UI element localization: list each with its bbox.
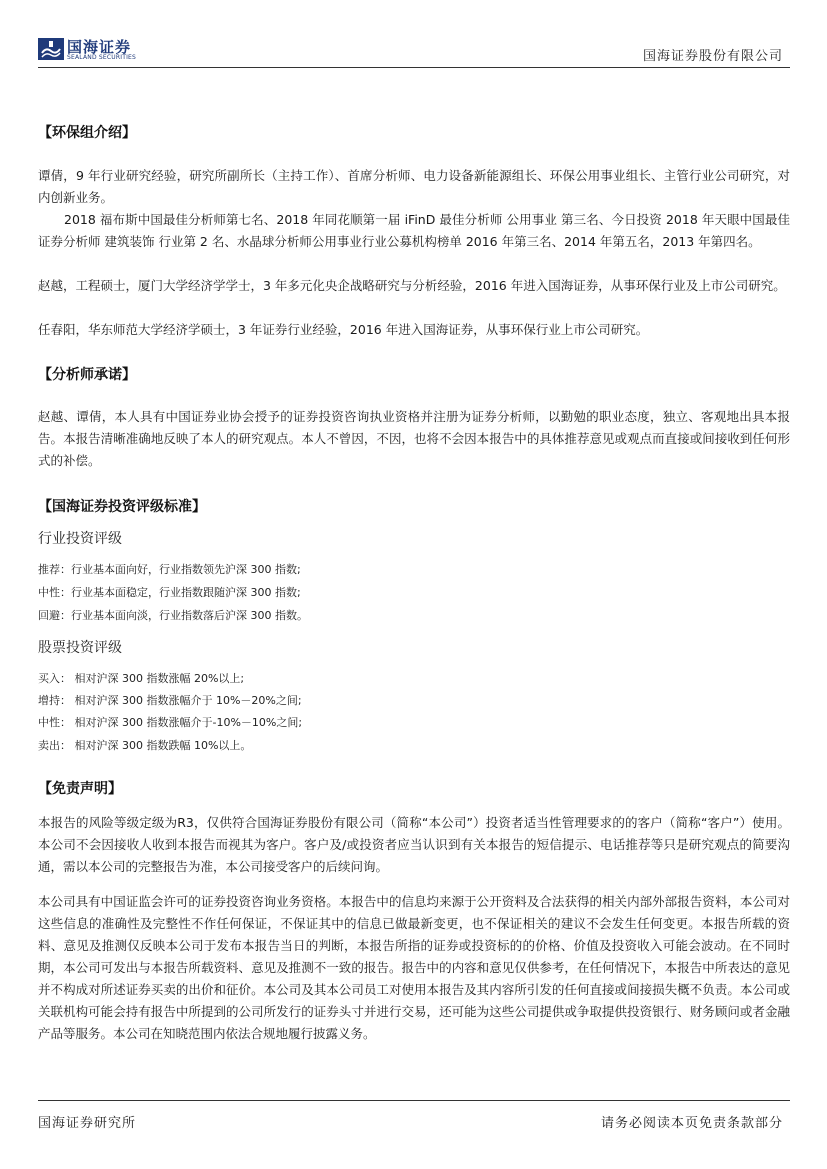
env-intro-title: 【环保组介绍】	[38, 125, 136, 141]
env-intro-paragraph-3: 赵越，工程硕士，厦门大学经济学学士，3 年多元化央企战略研究与分析经验，2016 年进入国海证券，从事环保行业及上市公司研究。	[38, 278, 786, 293]
industry-rating-recommend: 推荐：行业基本面向好，行业指数领先沪深 300 指数;	[38, 563, 301, 576]
analyst-promise-title: 【分析师承诺】	[38, 367, 136, 383]
stock-rating-heading: 股票投资评级	[38, 640, 122, 656]
logo-text-cn: 国海证券	[67, 38, 132, 56]
env-intro-paragraph-1: 谭倩，9 年行业研究经验，研究所副所长（主持工作）、首席分析师、电力设备新能源组长、环保公用事业组长、主管行业公司研究，对内创新业务。	[38, 168, 790, 205]
footer-institute: 国海证券研究所	[38, 1116, 137, 1131]
env-intro-paragraph-2: 2018 福布斯中国最佳分析师第七名、2018 年同花顺第一届 iFinD 最佳分析师 公用事业 第三名、今日投资 2018 年天眼中国最佳证券分析师 建筑装饰 行业第 2 名、水晶球分析师公用事业行业公募机构榜单 2016 年第三名、2014 年第五名，2013 年第四名。	[38, 212, 790, 249]
industry-rating-heading: 行业投资评级	[38, 531, 122, 547]
disclaimer-title: 【免责声明】	[38, 781, 122, 797]
env-intro-paragraph-4: 任春阳，华东师范大学经济学硕士，3 年证券行业经验，2016 年进入国海证券，从事环保行业上市公司研究。	[38, 322, 649, 337]
disclaimer-paragraph-1: 本报告的风险等级定级为R3，仅供符合国海证券股份有限公司（简称“本公司”）投资者适当性管理要求的的客户（简称“客户”）使用。本公司不会因接收人收到本报告而视其为客户。客户及/或投资者应当认识到有关本报告的短信提示、电话推荐等只是研究观点的简要沟通，需以本公司的完整报告为准，本公司接受客户的后续问询。	[38, 815, 790, 874]
header-divider	[38, 67, 790, 68]
sealand-logo-icon	[38, 38, 64, 60]
stock-rating-buy: 买入： 相对沪深 300 指数涨幅 20%以上;	[38, 672, 245, 685]
logo-text-en: SEALAND SECURITIES	[67, 54, 137, 61]
stock-rating-neutral: 中性： 相对沪深 300 指数涨幅介于-10%－10%之间;	[38, 716, 303, 729]
industry-rating-neutral: 中性：行业基本面稳定，行业指数跟随沪深 300 指数;	[38, 586, 301, 599]
analyst-promise-paragraph: 赵越、谭倩，本人具有中国证券业协会授予的证券投资咨询执业资格并注册为证券分析师，以勤勉的职业态度，独立、客观地出具本报告。本报告清晰准确地反映了本人的研究观点。本人不曾因，不因，也将不会因本报告中的具体推荐意见或观点而直接或间接收到任何形式的补偿。	[38, 409, 790, 468]
page-header	[0, 0, 827, 70]
company-logo	[38, 36, 158, 64]
disclaimer-paragraph-2: 本公司具有中国证监会许可的证券投资咨询业务资格。本报告中的信息均来源于公开资料及合法获得的相关内部外部报告资料，本公司对这些信息的准确性及完整性不作任何保证，不保证其中的信息已做最新变更，也不保证相关的建议不会发生任何变更。本报告所载的资料、意见及推测仅反映本公司于发布本报告当日的判断，本报告所指的证券或投资标的的价格、价值及投资收入可能会波动。在不同时期，本公司可发出与本报告所载资料、意见及推测不一致的报告。报告中的内容和意见仅供参考，在任何情况下，本报告中所表达的意见并不构成对所述证券买卖的出价和征价。本公司及其本公司员工对使用本报告及其内容所引发的任何直接或间接损失概不负责。本公司或关联机构可能会持有报告中所提到的公司所发行的证券头寸并进行交易，还可能为这些公司提供或争取提供投资银行、财务顾问或者金融产品等服务。本公司在知晓范围内依法合规地履行披露义务。	[38, 894, 790, 1041]
stock-rating-sell: 卖出： 相对沪深 300 指数跌幅 10%以上。	[38, 739, 252, 752]
company-name: 国海证券股份有限公司	[642, 49, 783, 64]
rating-standard-title: 【国海证券投资评级标准】	[38, 499, 206, 515]
footer-divider	[38, 1100, 790, 1101]
stock-rating-overweight: 增持： 相对沪深 300 指数涨幅介于 10%－20%之间;	[38, 694, 302, 707]
footer-notice: 请务必阅读本页免责条款部分	[600, 1116, 783, 1131]
industry-rating-avoid: 回避：行业基本面向淡，行业指数落后沪深 300 指数。	[38, 609, 308, 622]
